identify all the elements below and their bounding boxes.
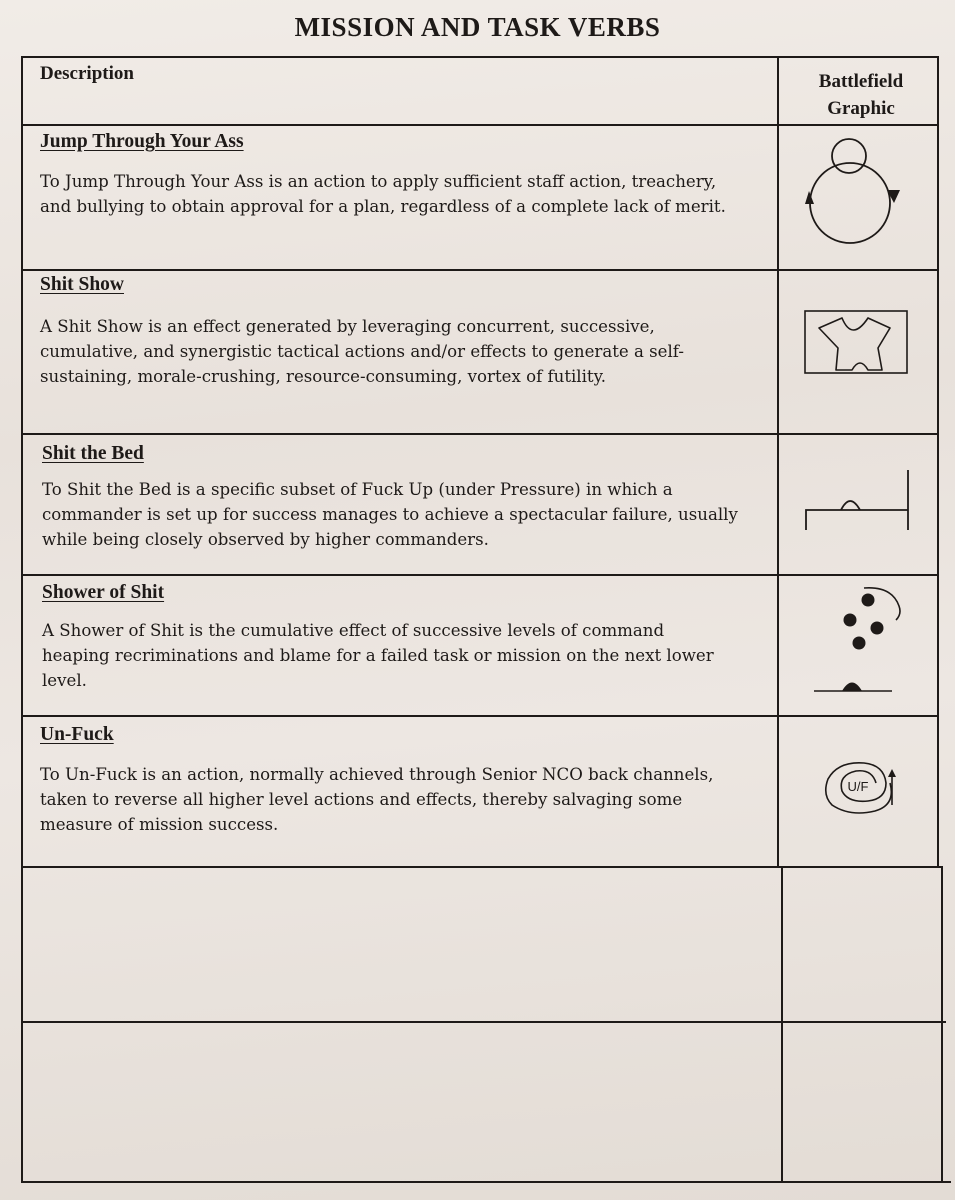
- boxed-star-icon: [804, 310, 909, 376]
- verb-definition: To Jump Through Your Ass is an action to apply sufficient staff action, treachery, and bullying to obtain approval for a plan, regardless of a complete lack of merit.: [40, 172, 726, 216]
- column-header-graphic-line2: Graphic: [827, 98, 895, 119]
- verb-title: Shower of Shit: [42, 582, 165, 603]
- bed-mound-icon: [804, 468, 912, 538]
- uf-label: U/F: [847, 779, 869, 794]
- verb-definition: A Shower of Shit is the cumulative effect of successive levels of command heaping recriminations and blame for a failed task or mission on the next lower level.: [42, 621, 714, 690]
- column-header-graphic-line1: Battlefield: [818, 71, 904, 92]
- verb-title: Un-Fuck: [40, 724, 114, 745]
- verb-definition: A Shit Show is an effect generated by leveraging concurrent, successive, cumulative, and synergistic tactical actions and/or effects to generate a self- sustaining, morale-crushing, resource-consuming, vortex of futility.: [40, 317, 684, 386]
- page-title: MISSION AND TASK VERBS: [294, 12, 661, 42]
- verb-definition: To Shit the Bed is a specific subset of Fuck Up (under Pressure) in which a commander is set up for success manages to achieve a spectacular failure, usually while being closely observed by higher commanders.: [42, 480, 738, 549]
- circle-loop-arrows-icon: [790, 134, 920, 259]
- falling-dots-icon: [814, 578, 914, 698]
- verb-title: Shit Show: [40, 274, 124, 295]
- uf-spiral-icon: [820, 755, 910, 825]
- verb-title: Shit the Bed: [42, 443, 144, 464]
- column-header-graphic: [786, 68, 936, 122]
- verb-title: Jump Through Your Ass: [40, 131, 244, 152]
- verb-definition: To Un-Fuck is an action, normally achieved through Senior NCO back channels, taken to reverse all higher level actions and effects, thereby salvaging some measure of mission success.: [40, 765, 714, 834]
- column-header-description: Description: [40, 63, 134, 84]
